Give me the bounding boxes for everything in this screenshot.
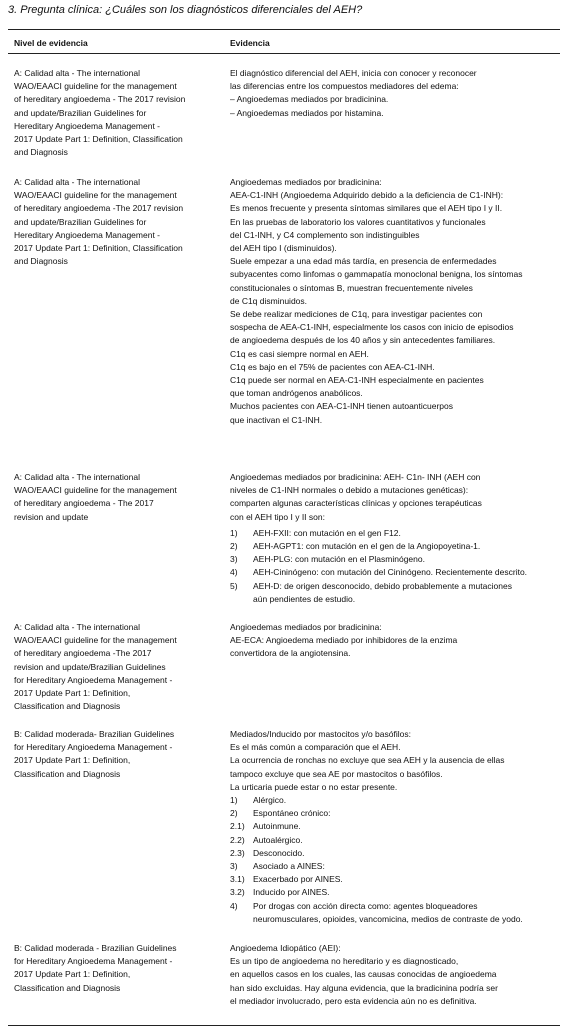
header-evidence-level: Nivel de evidencia	[14, 38, 88, 48]
list-item	[230, 886, 560, 899]
evidence-cell	[230, 67, 560, 120]
evidence-line: AE-ECA: Angioedema mediado por inhibidores de la enzima	[230, 635, 458, 646]
list-number: 3.1)	[230, 874, 245, 885]
evidence-line: – Angioedemas mediados por bradicinina.	[230, 94, 389, 105]
table-top-rule	[8, 29, 560, 30]
evidence-line: Suele empezar a una edad más tardía, en presencia de enfermedades	[230, 256, 497, 267]
evidence-line: comparten algunas características clínicas y opciones terapéuticas	[230, 498, 482, 509]
list-item	[230, 527, 560, 540]
list-item	[230, 873, 560, 886]
list-text: AEH-FXII: con mutación en el gen F12.	[253, 527, 401, 538]
evidence-line: Se debe realizar mediciones de C1q, para investigar pacientes con	[230, 309, 483, 320]
level-line: Classification and Diagnosis	[14, 982, 121, 993]
evidence-line: del C1-INH, y C4 complemento son indistinguibles	[230, 229, 420, 240]
level-line: of hereditary angioedema - The 2017 revision	[14, 94, 186, 105]
list-item	[230, 820, 560, 833]
evidence-line: del AEH tipo I (disminuidos).	[230, 243, 337, 254]
evidence-cell	[230, 621, 560, 661]
list-number	[230, 913, 253, 926]
evidence-line: Angioedemas mediados por bradicinina:	[230, 622, 382, 632]
evidence-line: constitucionales o síntomas B, muestran frecuentemente niveles	[230, 282, 473, 293]
header-evidence: Evidencia	[230, 38, 270, 48]
evidence-line: Angioedemas mediados por bradicinina: AEH- C1n- INH (AEH con	[230, 472, 481, 482]
evidence-line: niveles de C1-INH normales o debido a mutaciones genéticas):	[230, 485, 469, 496]
evidence-line: Es un tipo de angioedema no hereditario y es diagnosticado,	[230, 956, 459, 967]
list-text: Autoalérgico.	[253, 834, 303, 845]
list-text: Alérgico.	[253, 795, 287, 806]
evidence-line: La ocurrencia de ronchas no excluye que sea AEH y la ausencia de ellas	[230, 755, 505, 766]
evidence-line: C1q puede ser normal en AEA-C1-INH especialmente en pacientes	[230, 375, 484, 386]
list-text: AEH-PLG: con mutación en el Plasminógeno.	[253, 554, 425, 565]
evidence-line: En las pruebas de laboratorio los valores cuantitativos y funcionales	[230, 216, 486, 227]
level-line: A: Calidad alta - The international	[14, 177, 141, 187]
evidence-level-cell	[14, 728, 204, 781]
list-item	[230, 834, 560, 847]
list-number: 2.1)	[230, 821, 245, 832]
level-line: 2017 Update Part 1: Definition,	[14, 688, 131, 699]
evidence-line: – Angioedemas mediados por histamina.	[230, 107, 384, 118]
list-text: Autoinmune.	[253, 821, 301, 832]
list-number: 3.2)	[230, 887, 245, 898]
list-item	[230, 566, 560, 579]
evidence-line: Mediados/Inducido por mastocitos y/o basófilos:	[230, 729, 411, 739]
evidence-line: tampoco excluye que sea AE por mastocitos o basófilos.	[230, 768, 443, 779]
level-line: 2017 Update Part 1: Definition,	[14, 969, 131, 980]
list-text: Espontáneo crónico:	[253, 808, 331, 819]
list-item	[230, 553, 560, 566]
evidence-line: AEA-C1-INH (Angioedema Adquirido debido a la deficiencia de C1-INH):	[230, 190, 504, 201]
list-item	[230, 540, 560, 553]
list-text: Desconocido.	[253, 847, 305, 858]
list-item	[230, 847, 560, 860]
list-number: 2)	[230, 808, 238, 819]
list-text: neuromusculares, opioides, vancomicina, medios de contraste de yodo.	[253, 913, 523, 924]
level-line: B: Calidad moderada - Brazilian Guidelines	[14, 943, 177, 953]
evidence-line: que inactivan el C1-INH.	[230, 414, 323, 425]
evidence-cell	[230, 728, 560, 926]
list-item	[230, 913, 560, 926]
list-number: 1)	[230, 527, 238, 538]
evidence-level-cell	[14, 176, 204, 268]
level-line: 2017 Update Part 1: Definition, Classification	[14, 134, 183, 145]
list-text: AEH-AGPT1: con mutación en el gen de la Angiopoyetina-1.	[253, 541, 481, 552]
list-text: AEH-Cininógeno: con mutación del Cininógeno. Recientemente descrito.	[253, 567, 528, 578]
evidence-line: La urticaria puede estar o no estar presente.	[230, 781, 398, 792]
level-line: and Diagnosis	[14, 256, 68, 267]
level-line: WAO/EAACI guideline for the management	[14, 190, 177, 201]
header-bottom-rule	[8, 53, 560, 54]
level-line: of hereditary angioedema -The 2017	[14, 648, 152, 659]
level-line: revision and update	[14, 511, 89, 522]
list-number: 4)	[230, 900, 238, 911]
evidence-line: Angioedemas mediados por bradicinina:	[230, 177, 382, 187]
list-number: 1)	[230, 795, 238, 806]
evidence-line: en aquellos casos en los cuales, las causas conocidas de angioedema	[230, 969, 497, 980]
list-item	[230, 807, 560, 820]
list-item	[230, 860, 560, 873]
evidence-line: que toman andrógenos anabólicos.	[230, 388, 363, 399]
evidence-level-cell	[14, 942, 204, 995]
evidence-line: han sido excluidas. Hay alguna evidencia, que la bradicinina podría ser	[230, 982, 498, 993]
evidence-line: de C1q disminuidos.	[230, 295, 308, 306]
evidence-line: El diagnóstico diferencial del AEH, inicia con conocer y reconocer	[230, 68, 477, 78]
list-text: aún pendientes de estudio.	[253, 593, 356, 604]
evidence-line: Es el más común a comparación que el AEH.	[230, 742, 401, 753]
level-line: of hereditary angioedema - The 2017	[14, 498, 154, 509]
list-text: Por drogas con acción directa como: agentes bloqueadores	[253, 900, 478, 911]
level-line: and Diagnosis	[14, 147, 68, 158]
level-line: for Hereditary Angioedema Management -	[14, 742, 173, 753]
level-line: A: Calidad alta - The international	[14, 472, 141, 482]
level-line: Classification and Diagnosis	[14, 768, 121, 779]
level-line: WAO/EAACI guideline for the management	[14, 485, 177, 496]
list-number: 4)	[230, 567, 238, 578]
list-number: 2)	[230, 541, 238, 552]
list-text: AEH-D: de origen desconocido, debido probablemente a mutaciones	[253, 580, 512, 591]
table-bottom-rule	[8, 1025, 560, 1026]
evidence-line: Muchos pacientes con AEA-C1-INH tienen autoanticuerpos	[230, 401, 454, 412]
list-text: Inducido por AINES.	[253, 887, 330, 898]
evidence-line: el mediador involucrado, pero esta evidencia aún no es definitiva.	[230, 995, 477, 1006]
list-number	[230, 593, 253, 606]
level-line: A: Calidad alta - The international	[14, 622, 141, 632]
evidence-cell	[230, 176, 560, 427]
level-line: and update/Brazilian Guidelines for	[14, 216, 147, 227]
evidence-level-cell	[14, 67, 204, 159]
level-line: Hereditary Angioedema Management -	[14, 229, 160, 240]
evidence-level-cell	[14, 621, 204, 713]
level-line: of hereditary angioedema -The 2017 revision	[14, 203, 184, 214]
evidence-line: de angioedema después de los 40 años y sin antecedentes familiares.	[230, 335, 496, 346]
level-line: for Hereditary Angioedema Management -	[14, 956, 173, 967]
evidence-cell	[230, 942, 560, 1008]
list-number: 3)	[230, 554, 238, 565]
list-number: 3)	[230, 861, 238, 872]
list-item	[230, 580, 560, 593]
evidence-cell	[230, 471, 560, 606]
level-line: and update/Brazilian Guidelines for	[14, 107, 147, 118]
level-line: A: Calidad alta - The international	[14, 68, 141, 78]
evidence-line: Angioedema Idiopático (AEI):	[230, 943, 341, 953]
level-line: for Hereditary Angioedema Management -	[14, 674, 173, 685]
list-number: 2.3)	[230, 847, 245, 858]
list-item	[230, 900, 560, 913]
evidence-line: las diferencias entre los compuestos mediadores del edema:	[230, 81, 459, 92]
evidence-line: C1q es casi siempre normal en AEH.	[230, 348, 369, 359]
level-line: WAO/EAACI guideline for the management	[14, 81, 177, 92]
clinical-question-title: 3. Pregunta clínica: ¿Cuáles son los diagnósticos diferenciales del AEH?	[8, 4, 363, 16]
level-line: 2017 Update Part 1: Definition, Classification	[14, 243, 183, 254]
level-line: revision and update/Brazilian Guidelines	[14, 661, 166, 672]
list-text: Exacerbado por AINES.	[253, 874, 343, 885]
level-line: Classification and Diagnosis	[14, 701, 121, 712]
evidence-line: Es menos frecuente y presenta síntomas similares que el AEH tipo I y II.	[230, 203, 503, 214]
evidence-level-cell	[14, 471, 204, 524]
evidence-line: C1q es bajo en el 75% de pacientes con AEA-C1-INH.	[230, 361, 435, 372]
level-line: WAO/EAACI guideline for the management	[14, 635, 177, 646]
evidence-line: con el AEH tipo I y II son:	[230, 511, 325, 522]
evidence-line: subyacentes como linfomas o gammapatía monoclonal benigna, los síntomas	[230, 269, 523, 280]
list-item	[230, 593, 560, 606]
list-item	[230, 794, 560, 807]
evidence-line: sospecha de AEA-C1-INH, especialmente los casos con inicio de episodios	[230, 322, 514, 333]
list-text: Asociado a AINES:	[253, 861, 325, 872]
level-line: 2017 Update Part 1: Definition,	[14, 755, 131, 766]
evidence-line: convertidora de la angiotensina.	[230, 648, 351, 659]
list-number: 5)	[230, 580, 238, 591]
level-line: B: Calidad moderada- Brazilian Guidelines	[14, 729, 175, 739]
list-number: 2.2)	[230, 834, 245, 845]
level-line: Hereditary Angioedema Management -	[14, 120, 160, 131]
